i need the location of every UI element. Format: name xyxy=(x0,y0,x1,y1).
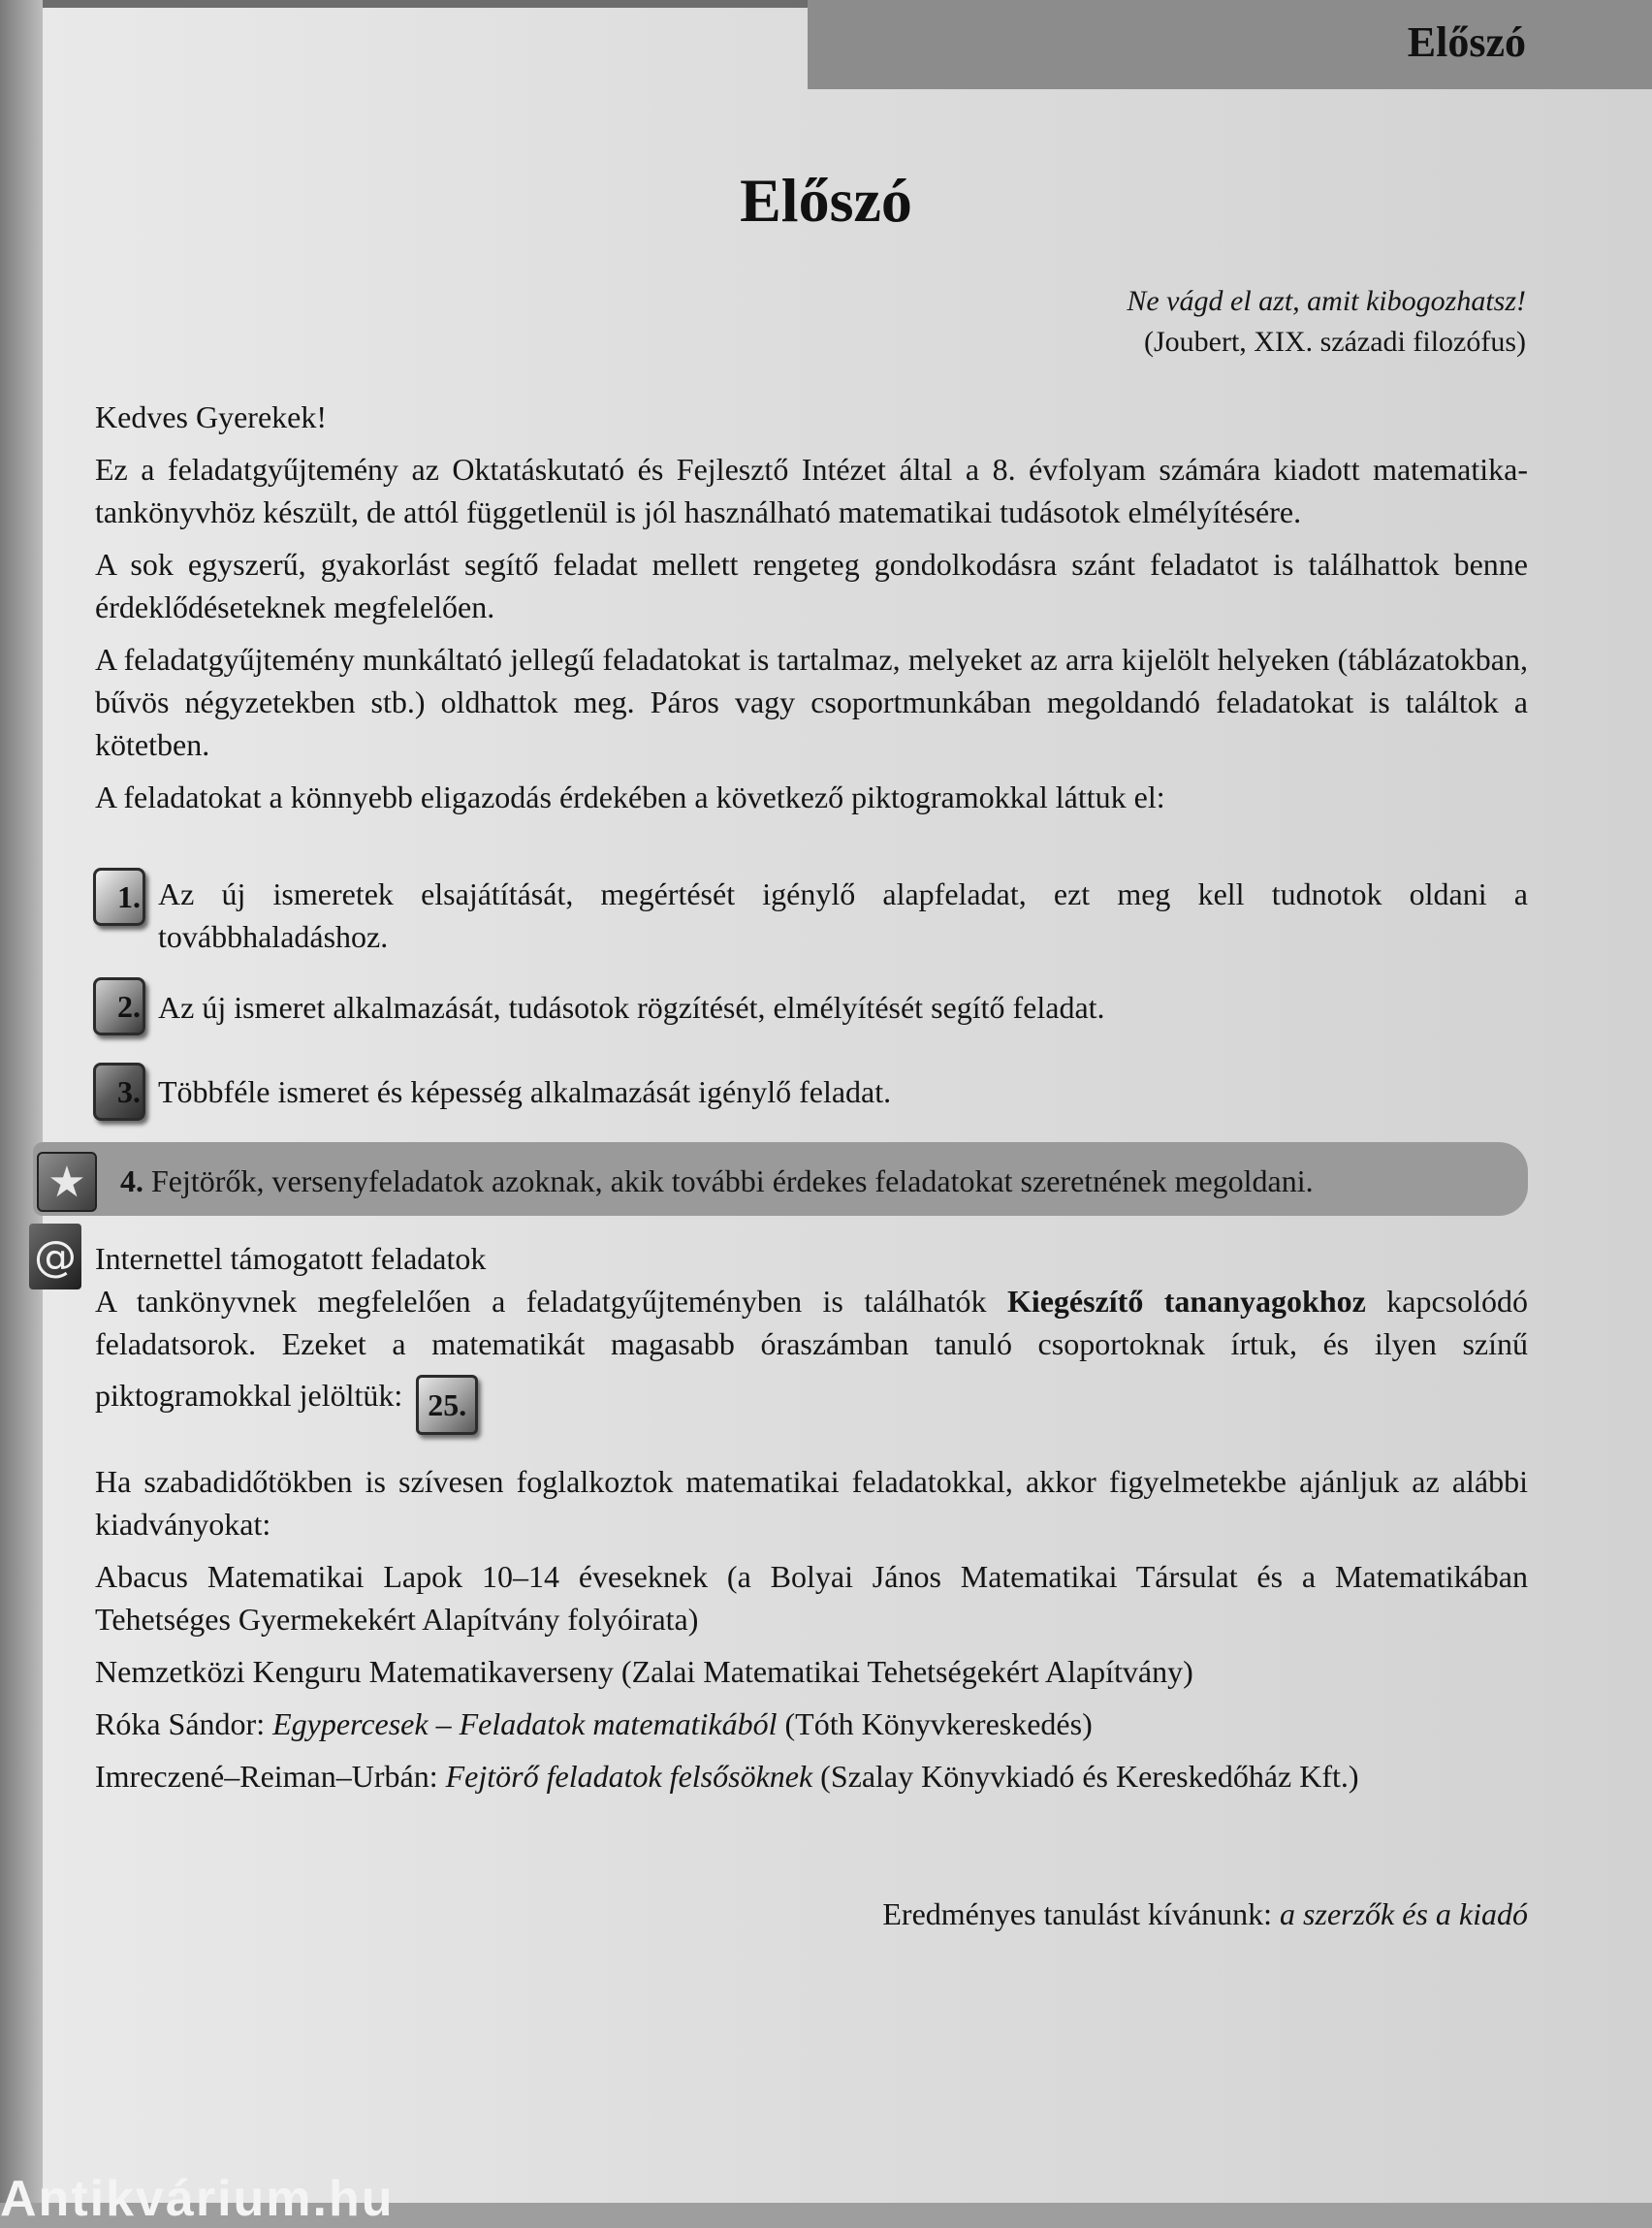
closing-line xyxy=(882,1893,1528,1935)
intro-paragraph-2: A sok egyszerű, gyakorlást segítő feladat mellett rengeteg gondolkodásra szánt feladatot is találhattok benne érdeklődéseteknek megfelelően. xyxy=(95,547,1528,624)
recommend-item-imreczene-title: Fejtörő feladatok felsősöknek xyxy=(445,1759,813,1794)
pictogram-2-description xyxy=(158,986,1528,1029)
supplement-pictogram: 25. xyxy=(416,1375,478,1435)
motto-author: (Joubert, XIX. századi filozófus) xyxy=(1143,326,1526,358)
pictogram-level-2: 2. xyxy=(93,977,145,1035)
supplement-highlight: Kiegészítő tananyagokhoz xyxy=(1006,1284,1366,1319)
recommend-item-roka-title: Egypercesek – Feladatok matematikából xyxy=(272,1706,778,1741)
pictogram-level-1: 1. xyxy=(93,868,145,926)
recommendations-section xyxy=(95,1460,1528,1798)
internet-paragraph xyxy=(95,1280,1528,1425)
closing-signature: a szerzők és a kiadó xyxy=(1280,1896,1528,1931)
pictogram-4-number: 4. xyxy=(120,1163,143,1198)
page-title: Előszó xyxy=(740,166,912,235)
internet-text-before: A tankönyvnek megfelelően a feladatgyűjteményben is találhatók xyxy=(95,1284,1007,1319)
internet-text-after: kapcsolódó feladatsorok. Ezeket a matematikát magasabb óraszámban tanuló csoportoknak írtuk, és ilyen színű piktogramokkal jelöltük: xyxy=(95,1284,1529,1413)
closing-text: Eredményes tanulást kívánunk: xyxy=(882,1896,1281,1931)
watermark: Antikvárium.hu xyxy=(0,2171,395,2227)
pictogram-level-3: 3. xyxy=(93,1063,145,1121)
recommend-item-roka-author: Róka Sándor: xyxy=(95,1706,273,1741)
star-icon: ★ xyxy=(37,1152,97,1212)
recommend-item-roka-publisher: (Tóth Könyvkereskedés) xyxy=(777,1706,1093,1741)
pictogram-3-description xyxy=(158,1070,1528,1113)
recommend-item-roka xyxy=(95,1703,1528,1745)
pictogram-1-text: Az új ismeretek elsajátítását, megértését igénylő alapfeladat, ezt meg kell tudnotok oldani a továbbhaladáshoz. xyxy=(158,876,1528,954)
internet-label: Internettel támogatott feladatok xyxy=(95,1241,487,1276)
recommend-intro: Ha szabadidőtökben is szívesen foglalkoztok matematikai feladatokkal, akkor figyelmetekbe ajánljuk az alábbi kiadványokat: xyxy=(95,1464,1528,1542)
pictogram-1-description xyxy=(158,873,1528,958)
recommend-item-imreczene-publisher: (Szalay Könyvkiadó és Kereskedőház Kft.) xyxy=(812,1759,1359,1794)
pictogram-3-text: Többféle ismeret és képesség alkalmazását igénylő feladat. xyxy=(158,1074,892,1109)
pictogram-4-description xyxy=(120,1162,1314,1200)
intro-paragraph-4: A feladatokat a könnyebb eligazodás érdekében a következő piktogramokkal láttuk el: xyxy=(95,780,1165,814)
recommend-item-kenguru: Nemzetközi Kenguru Matematikaverseny (Zalai Matematikai Tehetségekért Alapítvány) xyxy=(95,1654,1193,1689)
recommend-item-imreczene xyxy=(95,1755,1528,1798)
intro-section xyxy=(95,396,1528,818)
recommend-item-imreczene-author: Imreczené–Reiman–Urbán: xyxy=(95,1759,446,1794)
page-gutter xyxy=(0,0,43,2203)
greeting: Kedves Gyerekek! xyxy=(95,399,327,434)
at-sign-icon: @ xyxy=(29,1224,81,1289)
recommend-item-abacus: Abacus Matematikai Lapok 10–14 éveseknek (a Bolyai János Matematikai Társulat és a Matematikában Tehetséges Gyermekekért Alapítvány folyóirata) xyxy=(95,1559,1528,1637)
motto xyxy=(1127,281,1526,363)
page-top-edge xyxy=(43,0,809,8)
intro-paragraph-1: Ez a feladatgyűjtemény az Oktatáskutató és Fejlesztő Intézet által a 8. évfolyam számára kiadott matematika-tankönyvhöz készült, de attól függetlenül is jól használható matematikai tudásotok elmélyítésére. xyxy=(95,452,1528,529)
intro-paragraph-3: A feladatgyűjtemény munkáltató jellegű feladatokat is tartalmaz, melyeket az arra kijelölt helyeken (táblázatokban, bűvös négyzetekben stb.) oldhattok meg. Páros vagy csoportmunkában megoldandó feladatokat is találtok a kötetben. xyxy=(95,642,1528,762)
pictogram-2-text: Az új ismeret alkalmazását, tudásotok rögzítését, elmélyítését segítő feladat. xyxy=(158,990,1105,1025)
running-header-title: Előszó xyxy=(1407,18,1526,66)
motto-quote: Ne vágd el azt, amit kibogozhatsz! xyxy=(1127,285,1526,317)
running-header xyxy=(808,0,1652,89)
pictogram-4-text: Fejtörők, versenyfeladatok azoknak, akik további érdekes feladatokat szeretnének megoldani. xyxy=(151,1163,1314,1198)
internet-section xyxy=(95,1237,1528,1425)
